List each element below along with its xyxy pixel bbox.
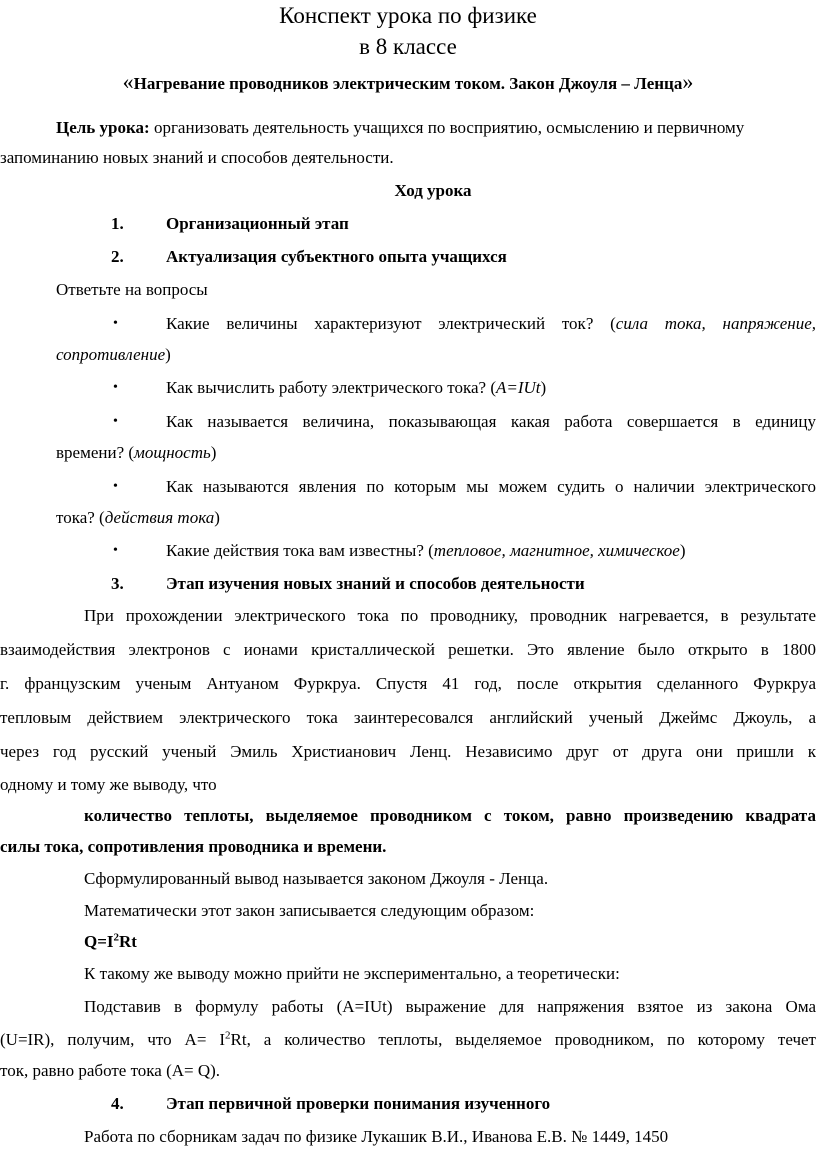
goal-text-2: запоминанию новых знаний и способов деятельности. bbox=[0, 148, 394, 167]
theory-intro: К такому же выводу можно прийти не экспериментально, а теоретически: bbox=[84, 964, 620, 983]
question-4-line-2 bbox=[56, 508, 220, 528]
bullet: • bbox=[113, 380, 118, 395]
goal-text-1: организовать деятельность учащихся по восприятию, осмыслению и первичному bbox=[153, 118, 745, 137]
para2-line-2 bbox=[0, 1030, 816, 1050]
para1-line-5: через год русский ученый Эмиль Христианович Ленц. Независимо друг от друга они пришли к bbox=[0, 742, 816, 761]
question-1-line-2 bbox=[56, 345, 171, 365]
question-2-close: ) bbox=[540, 378, 547, 397]
bullet: • bbox=[113, 316, 118, 331]
joule-lenz-formula bbox=[84, 932, 137, 952]
question-4-close: ) bbox=[214, 508, 220, 527]
bullet: • bbox=[113, 414, 118, 429]
question-2-answer: A=IUt bbox=[496, 378, 541, 397]
question-3-text-2: времени? ( bbox=[56, 443, 135, 462]
title-line-1: Конспект урока по физике bbox=[279, 3, 537, 28]
formula-part-b: Rt bbox=[119, 932, 137, 951]
para2-line-2a: (U=IR), получим, что A= I bbox=[0, 1030, 226, 1049]
math-intro: Математически этот закон записывается следующим образом: bbox=[84, 901, 535, 920]
quote-open: « bbox=[122, 69, 134, 94]
question-4-line-1: Как называются явления по которым мы можем судить о наличии электрического bbox=[166, 477, 816, 496]
formula-part-a: Q=I bbox=[84, 932, 114, 951]
stage-3-title: Этап изучения новых знаний и способов деятельности bbox=[166, 574, 585, 593]
question-1-answer: сила тока, напряжение, bbox=[615, 314, 816, 333]
bullet: • bbox=[113, 543, 118, 558]
question-3-answer: мощность bbox=[134, 443, 211, 462]
para2-exponent: 2 bbox=[225, 1029, 231, 1042]
law-name: Сформулированный вывод называется законом Джоуля - Ленца. bbox=[84, 869, 549, 888]
quote-close: » bbox=[682, 69, 694, 94]
question-3-line-1: Как называется величина, показывающая какая работа совершается в единицу bbox=[166, 412, 816, 431]
question-2-text: Как вычислить работу электрического тока? ( bbox=[166, 378, 497, 397]
question-3-close: ) bbox=[210, 443, 217, 462]
stage-1-number: 1. bbox=[111, 214, 124, 233]
title-line-2: в 8 классе bbox=[359, 34, 457, 59]
question-5-answer: тепловое, магнитное, химическое bbox=[433, 541, 680, 560]
question-1-answer-cont: сопротивление bbox=[56, 345, 166, 364]
para1-line-4: тепловым действием электрического тока заинтересовался английский ученый Джеймс Джоуль, а bbox=[0, 708, 816, 727]
question-4-text-2: тока? ( bbox=[56, 508, 105, 527]
question-3-line-2 bbox=[56, 443, 216, 463]
stage-1-title: Организационный этап bbox=[166, 214, 349, 233]
stage-4-number: 4. bbox=[111, 1094, 124, 1113]
question-1-line-1 bbox=[166, 314, 816, 334]
stage-2-number: 2. bbox=[111, 247, 124, 266]
lesson-goal bbox=[56, 118, 816, 138]
questions-intro: Ответьте на вопросы bbox=[56, 280, 208, 299]
question-1-text: Какие величины характеризуют электрический ток? ( bbox=[166, 314, 616, 333]
para1-line-6: одному и тому же выводу, что bbox=[0, 775, 217, 794]
para1-line-3: г. французским ученым Антуаном Фуркруа. Спустя 41 год, после открытия сделанного Фуркруа bbox=[0, 674, 816, 693]
goal-label: Цель урока: bbox=[56, 118, 150, 137]
law-line-2: силы тока, сопротивления проводника и времени. bbox=[0, 837, 387, 856]
question-2 bbox=[166, 378, 546, 398]
para2-line-2b: Rt, а количество теплоты, выделяемое проводником, по которому течет bbox=[230, 1030, 816, 1049]
para1-line-1: При прохождении электрического тока по проводнику, проводник нагревается, в результате bbox=[84, 606, 816, 625]
lesson-topic-text: Нагревание проводников электрическим током. Закон Джоуля – Ленца bbox=[133, 74, 683, 93]
question-5 bbox=[166, 541, 686, 561]
para2-line-1: Подставив в формулу работы (A=IUt) выражение для напряжения взятое из закона Ома bbox=[84, 997, 816, 1016]
para2-line-3: ток, равно работе тока (A= Q). bbox=[0, 1061, 221, 1080]
question-5-text: Какие действия тока вам известны? ( bbox=[166, 541, 434, 560]
law-line-1: количество теплоты, выделяемое проводником с током, равно произведению квадрата bbox=[84, 806, 816, 825]
stage-3-number: 3. bbox=[111, 574, 124, 593]
para1-line-2: взаимодействия электронов с ионами кристаллической решетки. Это явление было открыто в 1800 bbox=[0, 640, 816, 659]
question-1-close: ) bbox=[165, 345, 171, 364]
question-5-close: ) bbox=[679, 541, 686, 560]
formula-exponent: 2 bbox=[113, 931, 120, 944]
course-heading: Ход урока bbox=[394, 181, 472, 200]
stage-2-title: Актуализация субъектного опыта учащихся bbox=[166, 247, 507, 266]
question-4-answer: действия тока bbox=[104, 508, 215, 527]
lesson-topic bbox=[0, 69, 816, 94]
work-line: Работа по сборникам задач по физике Лукашик В.И., Иванова Е.В. № 1449, 1450 bbox=[84, 1127, 669, 1146]
stage-4-title: Этап первичной проверки понимания изученного bbox=[166, 1094, 551, 1113]
bullet: • bbox=[113, 479, 118, 494]
